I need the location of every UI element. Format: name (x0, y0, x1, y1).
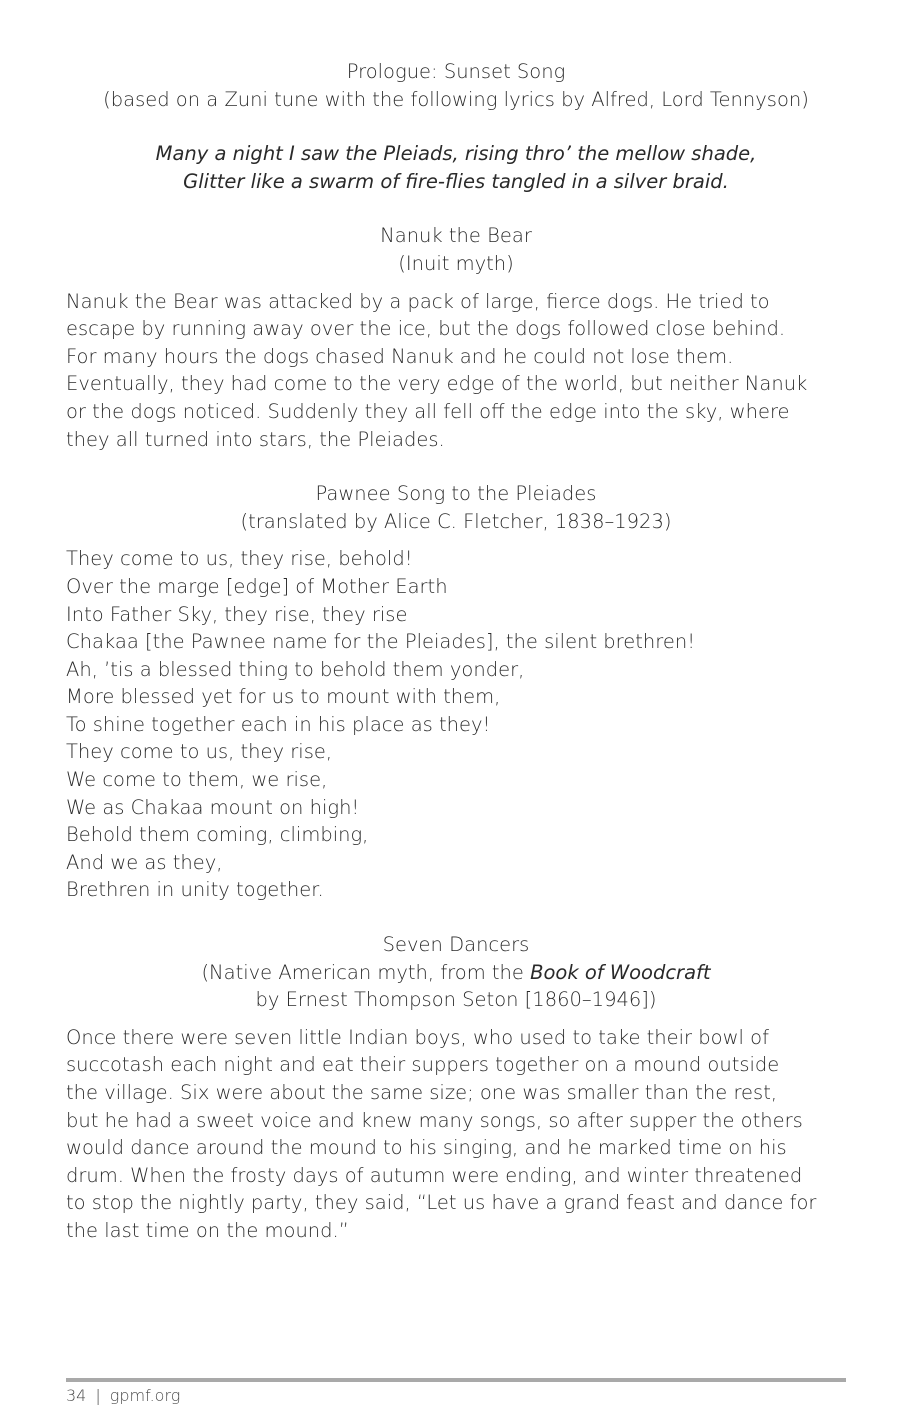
dancers-book-title: Book of Woodcraft (530, 960, 711, 984)
prologue-verse-line: Many a night I saw the Pleiads, rising thro’ the mellow shade, (155, 142, 757, 166)
prologue-title: Prologue: Sunset Song (346, 60, 566, 83)
dancers-body (66, 1024, 846, 1245)
nanuk-body-line: Eventually, they had come to the very edge of the world, but neither Nanuk (66, 372, 808, 396)
nanuk-body-line: they all turned into stars, the Pleiades. (66, 427, 445, 451)
pawnee-poem-line: Into Father Sky, they rise, they rise (66, 602, 408, 626)
nanuk-body-line: Nanuk the Bear was attacked by a pack of large, fierce dogs. He tried to (66, 289, 770, 313)
pawnee-title: Pawnee Song to the Pleiades (315, 482, 597, 506)
dancers-body-line: Once there were seven little Indian boys, who used to take their bowl of (66, 1025, 769, 1049)
pawnee-poem-line: Ah, ’tis a blessed thing to behold them yonder, (66, 657, 525, 681)
dancers-body-line: to stop the nightly party, they said, “Let us have a grand feast and dance for (66, 1191, 817, 1215)
pawnee-section (66, 480, 846, 904)
pawnee-poem-line: More blessed yet for us to mount with them, (66, 685, 501, 709)
footer-separator: | (95, 1386, 101, 1405)
page-footer (66, 1385, 180, 1407)
dancers-body-line: would dance around the mound to his singing, and he marked time on his (66, 1136, 787, 1160)
pawnee-poem-line: Behold them coming, climbing, (66, 823, 369, 847)
pawnee-poem-line: To shine together each in his place as they! (66, 712, 491, 736)
footer-divider (66, 1378, 846, 1382)
pawnee-poem-line: They come to us, they rise, behold! (66, 547, 413, 571)
prologue-section (66, 58, 846, 195)
nanuk-body-line: or the dogs noticed. Suddenly they all fell off the edge into the sky, where (66, 399, 790, 423)
nanuk-section (66, 222, 846, 453)
prologue-subtitle: (based on a Zuni tune with the following lyrics by Alfred, Lord Tennyson) (103, 87, 809, 111)
pawnee-poem-line: We come to them, we rise, (66, 768, 328, 792)
page-content (66, 58, 846, 1245)
nanuk-body (66, 288, 846, 454)
nanuk-title: Nanuk the Bear (380, 224, 532, 248)
dancers-body-line: drum. When the frosty days of autumn were ending, and winter threatened (66, 1163, 803, 1187)
dancers-subtitle-author: by Ernest Thompson Seton [1860–1946]) (255, 988, 657, 1012)
pawnee-poem-line: And we as they, (66, 850, 223, 874)
dancers-body-line: but he had a sweet voice and knew many songs, so after supper the others (66, 1108, 803, 1132)
dancers-body-line: the last time on the mound.” (66, 1218, 349, 1242)
pawnee-subtitle: (translated by Alice C. Fletcher, 1838–1923) (240, 509, 672, 533)
pawnee-poem-line: We as Chakaa mount on high! (66, 795, 360, 819)
pawnee-poem-line: Brethren in unity together. (66, 878, 324, 902)
dancers-title: Seven Dancers (382, 933, 530, 957)
dancers-section (66, 931, 846, 1245)
pawnee-poem-line: They come to us, they rise, (66, 740, 333, 764)
dancers-body-line: the village. Six were about the same size; one was smaller than the rest, (66, 1081, 778, 1104)
pawnee-poem-line: Chakaa [the Pawnee name for the Pleiades], the silent brethren! (66, 630, 696, 654)
pawnee-poem (66, 545, 846, 904)
nanuk-body-line: escape by running away over the ice, but the dogs followed close behind. (66, 317, 786, 341)
dancers-subtitle-prefix: (Native American myth, from the (201, 960, 531, 984)
pawnee-poem-line: Over the marge [edge] of Mother Earth (66, 574, 448, 598)
dancers-body-line: succotash each night and eat their suppers together on a mound outside (66, 1053, 780, 1077)
prologue-verse-line: Glitter like a swarm of fire-flies tangled in a silver braid. (183, 169, 729, 193)
page-number: 34 (66, 1386, 87, 1405)
footer-site-link[interactable]: gpmf.org (109, 1386, 181, 1405)
nanuk-subtitle: (Inuit myth) (398, 251, 514, 275)
nanuk-body-line: For many hours the dogs chased Nanuk and he could not lose them. (66, 344, 734, 368)
dancers-subtitle (66, 959, 846, 987)
